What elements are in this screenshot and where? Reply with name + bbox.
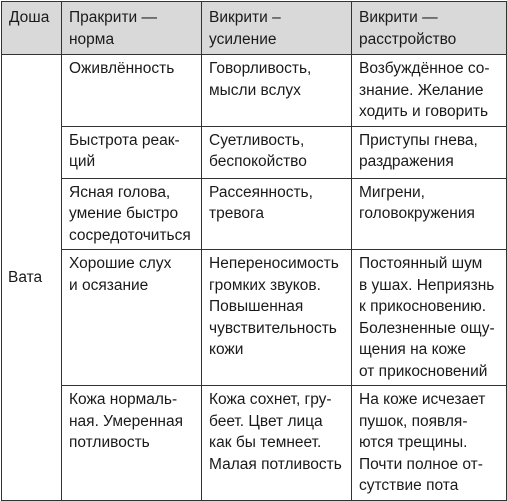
vikriti-increase-cell: Кожа сохнет, гру- беет. Цвет лица как бы темнеет. Малая потливость [202,386,352,501]
prakriti-cell: Оживлённость [62,55,202,127]
prakriti-cell: Быстрота реак- ций [62,126,202,178]
vikriti-increase-cell: Суетливость, беспокойство [202,126,352,178]
table-row [2,178,507,250]
prakriti-cell: Хорошие слух и осязание [62,250,202,386]
vikriti-disorder-cell: Мигрени, головокружения [352,178,507,250]
header-prakriti-norm: Пракрити — норма [62,2,202,55]
dosha-table [1,1,507,501]
header-dosha: Доша [2,2,62,55]
table-header-row [2,2,507,55]
vikriti-disorder-cell: Постоянный шум в ушах. Неприязнь к прикосновению. Болезненные ощу- щения на коже от прикосновений [352,250,507,386]
vikriti-increase-cell: Непереносимость громких звуков. Повышенная чувствительность кожи [202,250,352,386]
header-vikriti-disorder: Викрити — расстройство [352,2,507,55]
vikriti-increase-cell: Говорливость, мысли вслух [202,55,352,127]
vikriti-disorder-cell: Приступы гнева, раздражения [352,126,507,178]
table-row [2,386,507,501]
vikriti-disorder-cell: Возбуждённое со- знание. Желание ходить и говорить [352,55,507,127]
prakriti-cell: Ясная голова, умение быстро сосредоточиться [62,178,202,250]
vikriti-increase-cell: Рассеянность, тревога [202,178,352,250]
table-row [2,55,507,127]
vikriti-disorder-cell: На коже исчезает пушок, появля- ются трещины. Почти полное от- сутствие пота [352,386,507,501]
table-row [2,126,507,178]
dosha-name-cell: Вата [2,55,62,501]
table-row [2,250,507,386]
header-vikriti-increase: Викрити – усиление [202,2,352,55]
prakriti-cell: Кожа нормаль- ная. Умеренная потливость [62,386,202,501]
